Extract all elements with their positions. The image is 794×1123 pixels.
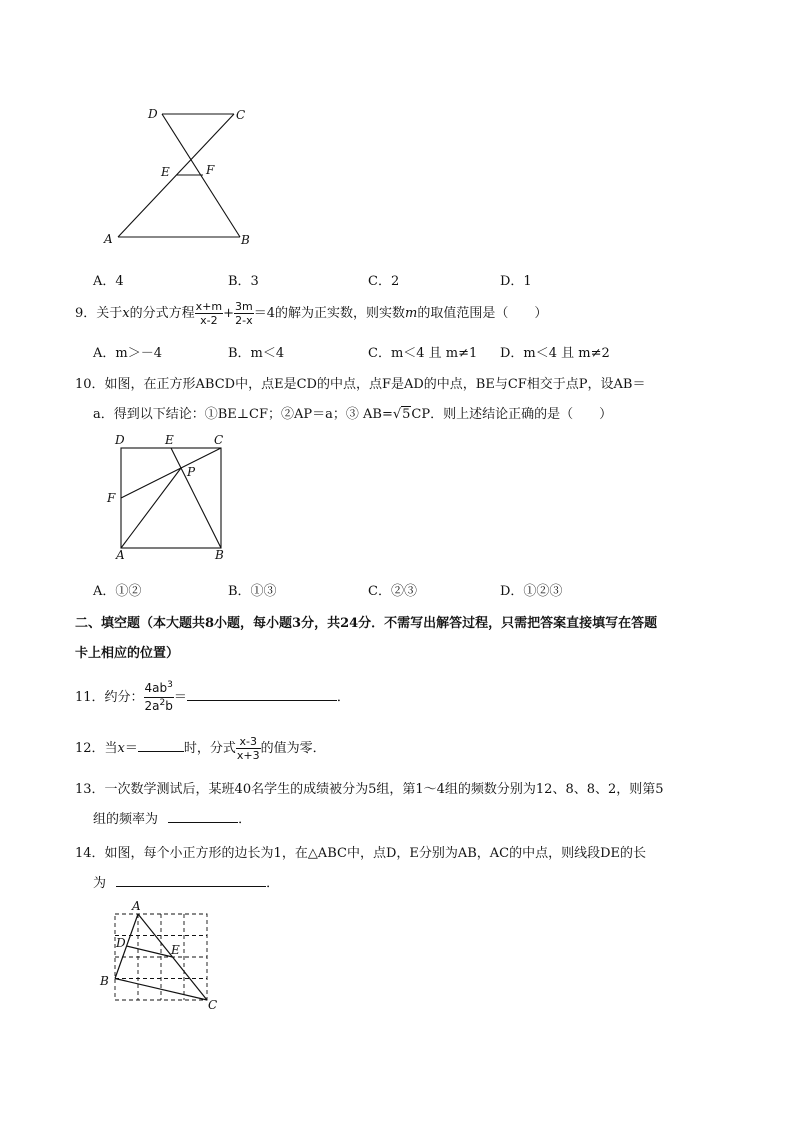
q14-line-2-text: 为 — [93, 876, 107, 891]
q11-answer-blank[interactable] — [187, 688, 337, 701]
q9-f1-numerator: x+m — [195, 300, 223, 313]
q11-den-b: b — [165, 699, 173, 713]
q8-option-d: D．1 — [500, 274, 532, 289]
q8-label-D: D — [148, 107, 158, 121]
q12-text-1: 12．当 — [75, 741, 118, 756]
q11-equals: ＝ — [173, 690, 187, 705]
q10-option-d: D．①②③ — [500, 584, 563, 599]
q9-option-b: B．m＜4 — [228, 346, 285, 361]
q9-f2-numerator: 3m — [235, 300, 253, 313]
q10-option-a: A．①② — [93, 584, 142, 599]
q9-f1-denominator: x-2 — [200, 314, 218, 327]
q12-denominator: x+3 — [236, 749, 260, 762]
q9-f2-denominator: 2-x — [235, 314, 253, 327]
q9-text-3: ＝4的解为正实数，则实数 — [253, 306, 406, 321]
q10-option-c: C．②③ — [368, 584, 417, 599]
q13-line-2-text: 组的频率为 — [93, 812, 159, 827]
q10-label-C: C — [214, 433, 224, 447]
q9-fraction-1 — [195, 300, 223, 327]
q10-label-F: F — [107, 491, 116, 505]
q11-number: 11．约分： — [75, 690, 144, 705]
q10-label-E: E — [165, 433, 174, 447]
q12-text-2: ＝ — [124, 741, 138, 756]
q8-option-c: C．2 — [368, 274, 400, 289]
q9-option-a: A．m＞－4 — [93, 346, 162, 361]
q10-option-b: B．①③ — [228, 584, 277, 599]
q12-fraction — [236, 735, 261, 762]
q10-figure — [100, 432, 240, 567]
q11-end: ． — [336, 690, 350, 705]
q8-label-A: A — [104, 232, 113, 246]
q8-option-a: A．4 — [93, 274, 124, 289]
q9-option-d: D．m＜4 且 m≠2 — [500, 346, 610, 361]
section-2-heading-line-1: 二、填空题（本大题共8小题，每小题3分，共24分．不需写出解答过程，只需把答案直接填写在答题 — [75, 616, 658, 631]
q14-end: ． — [266, 876, 280, 891]
q8-label-C: C — [236, 108, 246, 122]
question-12 — [75, 735, 326, 762]
q13-line-2 — [93, 808, 251, 827]
q10-label-A: A — [116, 548, 125, 562]
q10-label-D: D — [115, 433, 125, 447]
q14-label-B: B — [100, 974, 109, 988]
q12-numerator: x-3 — [236, 735, 261, 749]
q10-label-P: P — [187, 465, 196, 479]
q10-sqrt-value: 5 — [402, 407, 411, 422]
q8-label-F: F — [206, 163, 215, 177]
q10-line-2b: CP．则上述结论正确的是（ ） — [411, 407, 613, 422]
q12-text-3: 时，分式 — [183, 741, 236, 756]
q12-var-x: x — [117, 741, 125, 756]
q12-text-4: 的值为零． — [260, 741, 326, 756]
q14-line-1: 14．如图，每个小正方形的边长为1，在△ABC中，点D，E分别为AB，AC的中点，则线段DE的长 — [75, 846, 647, 861]
section-2-heading-line-2: 卡上相应的位置） — [75, 646, 180, 661]
q9-plus: + — [223, 306, 235, 321]
q8-figure — [100, 100, 260, 250]
q14-label-E: E — [171, 943, 180, 957]
q11-fraction — [144, 680, 174, 715]
q9-var-x: x — [122, 306, 130, 321]
q13-answer-blank[interactable] — [168, 810, 238, 823]
q11-den-exp: 2 — [159, 698, 166, 708]
q9-text-4: 的取值范围是（ ） — [417, 306, 548, 321]
q10-sqrt — [401, 407, 411, 422]
q13-line-1: 13．一次数学测试后，某班40名学生的成绩被分为5组，第1～4组的频数分别为12、8、8、2，则第5 — [75, 782, 664, 797]
q8-label-B: B — [241, 233, 250, 247]
question-11 — [75, 680, 350, 715]
sqrt-symbol: √ — [392, 407, 402, 422]
q10-label-B: B — [215, 548, 224, 562]
q8-label-E: E — [161, 165, 170, 179]
q14-label-A: A — [132, 899, 141, 913]
q10-line-1: 10．如图，在正方形ABCD中，点E是CD的中点，点F是AD的中点，BE与CF相交于点P，设AB＝ — [75, 377, 646, 392]
q13-end: ． — [238, 812, 252, 827]
q14-answer-blank[interactable] — [116, 874, 266, 887]
q14-line-2 — [93, 872, 279, 891]
q11-den-a: 2a — [144, 699, 160, 713]
q9-text-2: 的分式方程 — [129, 306, 195, 321]
q11-denominator — [144, 698, 174, 715]
q9-fraction-2 — [234, 300, 254, 327]
q9-var-m: m — [405, 306, 418, 321]
q9-option-c: C．m＜4 且 m≠1 — [368, 346, 478, 361]
q14-label-D: D — [116, 936, 126, 950]
q10-line-2a: a．得到以下结论：①BE⊥CF；②AP＝a；③ AB= — [93, 407, 393, 422]
q9-text-1: 关于 — [96, 306, 123, 321]
q11-num-exp: 3 — [167, 680, 173, 690]
q11-numerator — [144, 680, 174, 698]
q10-line-2 — [93, 403, 612, 422]
q11-num-base: 4ab — [144, 681, 168, 695]
q14-figure — [96, 897, 226, 1015]
q12-answer-blank[interactable] — [138, 739, 184, 752]
question-9 — [75, 300, 547, 327]
q8-option-b: B．3 — [228, 274, 259, 289]
q14-label-C: C — [208, 998, 218, 1012]
q9-number: 9． — [75, 306, 97, 321]
